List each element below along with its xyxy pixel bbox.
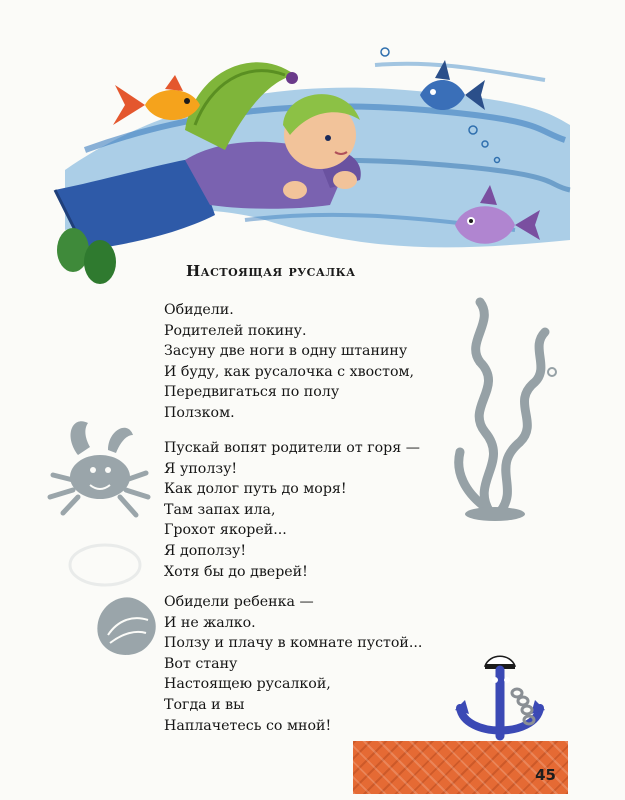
poem-line: Засуну две ноги в одну штанину bbox=[164, 343, 408, 360]
poem-line: Грохот якорей... bbox=[164, 522, 287, 539]
poem-line: И буду, как русалочка с хвостом, bbox=[164, 363, 415, 380]
poem-line: Ползком. bbox=[164, 404, 235, 421]
page-number: 45 bbox=[535, 766, 556, 784]
poem-line: Ползу и плачу в комнате пустой... bbox=[164, 635, 423, 652]
poem-line: Вот стану bbox=[164, 655, 238, 672]
poem-line: Там запах ила, bbox=[164, 501, 276, 518]
poem-line: Родителей покину. bbox=[164, 322, 307, 339]
footer-bar bbox=[353, 741, 568, 794]
anchor-icon bbox=[445, 648, 555, 748]
poem-line: Я доползу! bbox=[164, 542, 247, 559]
stanza-3 bbox=[164, 592, 422, 736]
poem-line: Настоящею русалкой, bbox=[164, 676, 331, 693]
poem-line: И не жалко. bbox=[164, 614, 256, 631]
stanza-1 bbox=[164, 300, 414, 424]
seaweed-icon bbox=[440, 292, 560, 522]
shell-icon bbox=[88, 585, 168, 665]
poem-line: Пускай вопят родители от горя — bbox=[164, 440, 420, 456]
poem-line: Передвигаться по полу bbox=[164, 384, 340, 401]
stanza-2 bbox=[164, 438, 420, 582]
poem-line: Наплачетесь со мной! bbox=[164, 717, 332, 734]
poem-line: Обидели ребенка — bbox=[164, 594, 314, 610]
poem-line: Обидели. bbox=[164, 302, 234, 318]
crab-icon bbox=[38, 405, 158, 525]
poem-line: Как долог путь до моря! bbox=[164, 481, 347, 498]
mermaid-girl-illustration bbox=[45, 40, 575, 300]
poem-title: Настоящая русалка bbox=[186, 262, 356, 280]
poem-line: Хотя бы до дверей! bbox=[164, 563, 308, 580]
poem-line: Я уползу! bbox=[164, 460, 238, 477]
poem-line: Тогда и вы bbox=[164, 696, 245, 713]
